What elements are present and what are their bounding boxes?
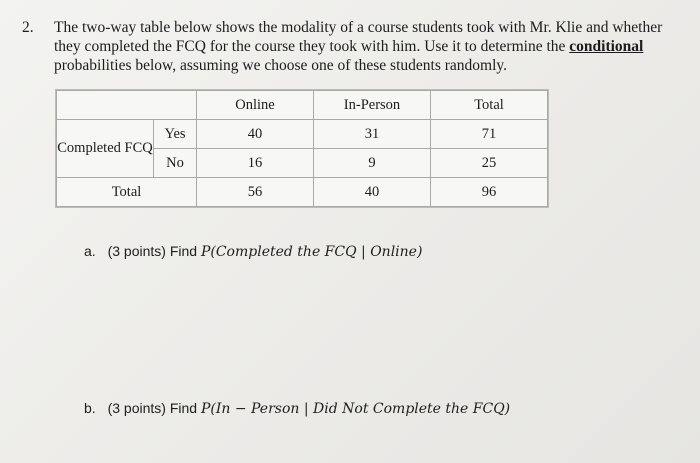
cell-yes-total: 71 [431,120,548,149]
part-b-points: (3 points) Find [107,400,198,416]
cell-yes-online: 40 [197,120,314,149]
header-total: Total [431,91,548,120]
cell-no-total: 25 [431,149,548,178]
row-label-yes: Yes [154,120,197,149]
cell-total-online: 56 [197,178,314,207]
part-a-label: a. [84,243,96,259]
part-a-points: (3 points) Find [107,243,198,259]
part-b-expression: P(In − Person | Did Not Complete the FCQ) [200,401,511,417]
question-part-b [84,400,510,417]
table-corner-cell [57,91,197,120]
row-group-label: Completed FCQ [57,120,154,178]
table-header-row [57,91,548,120]
cell-yes-in-person: 31 [314,120,431,149]
table-row-yes [57,120,548,149]
cell-total-in-person: 40 [314,178,431,207]
problem-text-after: probabilities below, assuming we choose one of these students randomly. [54,57,507,74]
table-row-total [57,178,548,207]
cell-no-online: 16 [197,149,314,178]
problem-emphasis: conditional [569,38,644,55]
problem-text [54,18,682,75]
cell-no-in-person: 9 [314,149,431,178]
row-label-no: No [154,149,197,178]
problem-statement [22,18,682,75]
part-b-label: b. [84,400,96,416]
header-in-person: In-Person [314,91,431,120]
header-online: Online [197,91,314,120]
cell-total-total: 96 [431,178,548,207]
two-way-table [56,90,548,207]
question-part-a [84,243,422,260]
part-a-expression: P(Completed the FCQ | Online) [200,244,423,260]
problem-number: 2. [22,19,34,36]
problem-text-before: The two-way table below shows the modality of a course students took with Mr. Klie and whether they completed the FCQ for the course they took with him. Use it to determine the [54,19,663,55]
row-label-total: Total [57,178,197,207]
